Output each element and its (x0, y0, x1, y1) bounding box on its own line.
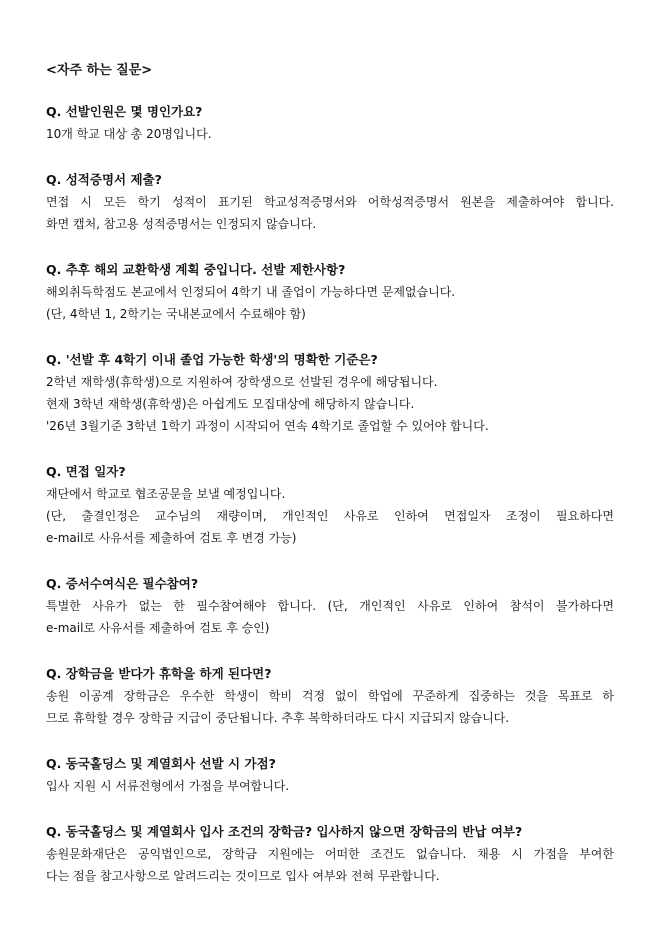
faq-answer-line: 입사 지원 시 서류전형에서 가점을 부여합니다. (46, 779, 290, 793)
faq-question: Q. 선발인원은 몇 명인가요? (46, 104, 203, 119)
faq-answer-line: 면접 시 모든 학기 성적이 표기된 학교성적증명서와 어학성적증명서 원본을 제출하여야 합니다. (46, 195, 614, 209)
faq-item-ceremony (46, 573, 614, 639)
faq-answer-line: 송원 이공계 장학금은 우수한 학생이 학비 걱정 없이 학업에 꾸준하게 집중하는 것을 목표로 하 (46, 689, 614, 703)
faq-item-selection-count (46, 101, 614, 145)
faq-answer-line: 현재 3학년 재학생(휴학생)은 아쉽게도 모집대상에 해당하지 않습니다. (46, 397, 415, 411)
faq-item-transcript (46, 169, 614, 235)
faq-question: Q. '선발 후 4학기 이내 졸업 가능한 학생'의 명확한 기준은? (46, 352, 378, 367)
faq-answer-line: (단, 4학년 1, 2학기는 국내본교에서 수료해야 함) (46, 307, 306, 321)
faq-item-affiliate-bonus (46, 753, 614, 797)
faq-answer-line: '26년 3월기준 3학년 1학기 과정이 시작되어 연속 4학기로 졸업할 수 있어야 합니다. (46, 419, 489, 433)
faq-answer-line: 특별한 사유가 없는 한 필수참여해야 합니다. (단, 개인적인 사유로 인하여 참석이 불가하다면 (46, 599, 614, 613)
faq-question: Q. 장학금을 받다가 휴학을 하게 된다면? (46, 666, 272, 681)
faq-item-exchange-student (46, 259, 614, 325)
faq-item-employment-condition (46, 821, 614, 887)
faq-question: Q. 추후 해외 교환학생 계획 중입니다. 선발 제한사항? (46, 262, 346, 277)
faq-answer-line: 다는 점을 참고사항으로 알려드리는 것이므로 입사 여부와 전혀 무관합니다. (46, 869, 440, 883)
faq-question: Q. 동국홀딩스 및 계열회사 선발 시 가점? (46, 756, 276, 771)
faq-answer-line: 해외취득학점도 본교에서 인정되어 4학기 내 졸업이 가능하다면 문제없습니다. (46, 285, 456, 299)
faq-answer-line: 므로 휴학할 경우 장학금 지급이 중단됩니다. 추후 복학하더라도 다시 지급되지 않습니다. (46, 711, 510, 725)
faq-answer-line: e-mail로 사유서를 제출하여 검토 후 변경 가능) (46, 531, 297, 545)
faq-answer-line: 2학년 재학생(휴학생)으로 지원하여 장학생으로 선발된 경우에 해당됩니다. (46, 375, 438, 389)
faq-answer-line: 송원문화재단은 공익법인으로, 장학금 지원에는 어떠한 조건도 없습니다. 채용 시 가점을 부여한 (46, 847, 614, 861)
faq-question: Q. 면접 일자? (46, 464, 126, 479)
faq-question: Q. 동국홀딩스 및 계열회사 입사 조건의 장학금? 입사하지 않으면 장학금의 반납 여부? (46, 824, 523, 839)
faq-answer-line: 재단에서 학교로 협조공문을 보낼 예정입니다. (46, 487, 286, 501)
faq-question: Q. 성적증명서 제출? (46, 172, 162, 187)
faq-answer-line: 10개 학교 대상 총 20명입니다. (46, 127, 212, 141)
faq-question: Q. 증서수여식은 필수참여? (46, 576, 199, 591)
faq-answer-line: 화면 캡처, 참고용 성적증명서는 인정되지 않습니다. (46, 217, 317, 231)
page-title: <자주 하는 질문> (46, 63, 153, 78)
faq-answer-line: e-mail로 사유서를 제출하여 검토 후 승인) (46, 621, 270, 635)
faq-item-leave-of-absence (46, 663, 614, 729)
faq-item-interview-date (46, 461, 614, 549)
faq-item-graduation-criteria (46, 349, 614, 437)
faq-answer-line: (단, 출결인정은 교수님의 재량이며, 개인적인 사유로 인하여 면접일자 조정이 필요하다면 (46, 509, 614, 523)
